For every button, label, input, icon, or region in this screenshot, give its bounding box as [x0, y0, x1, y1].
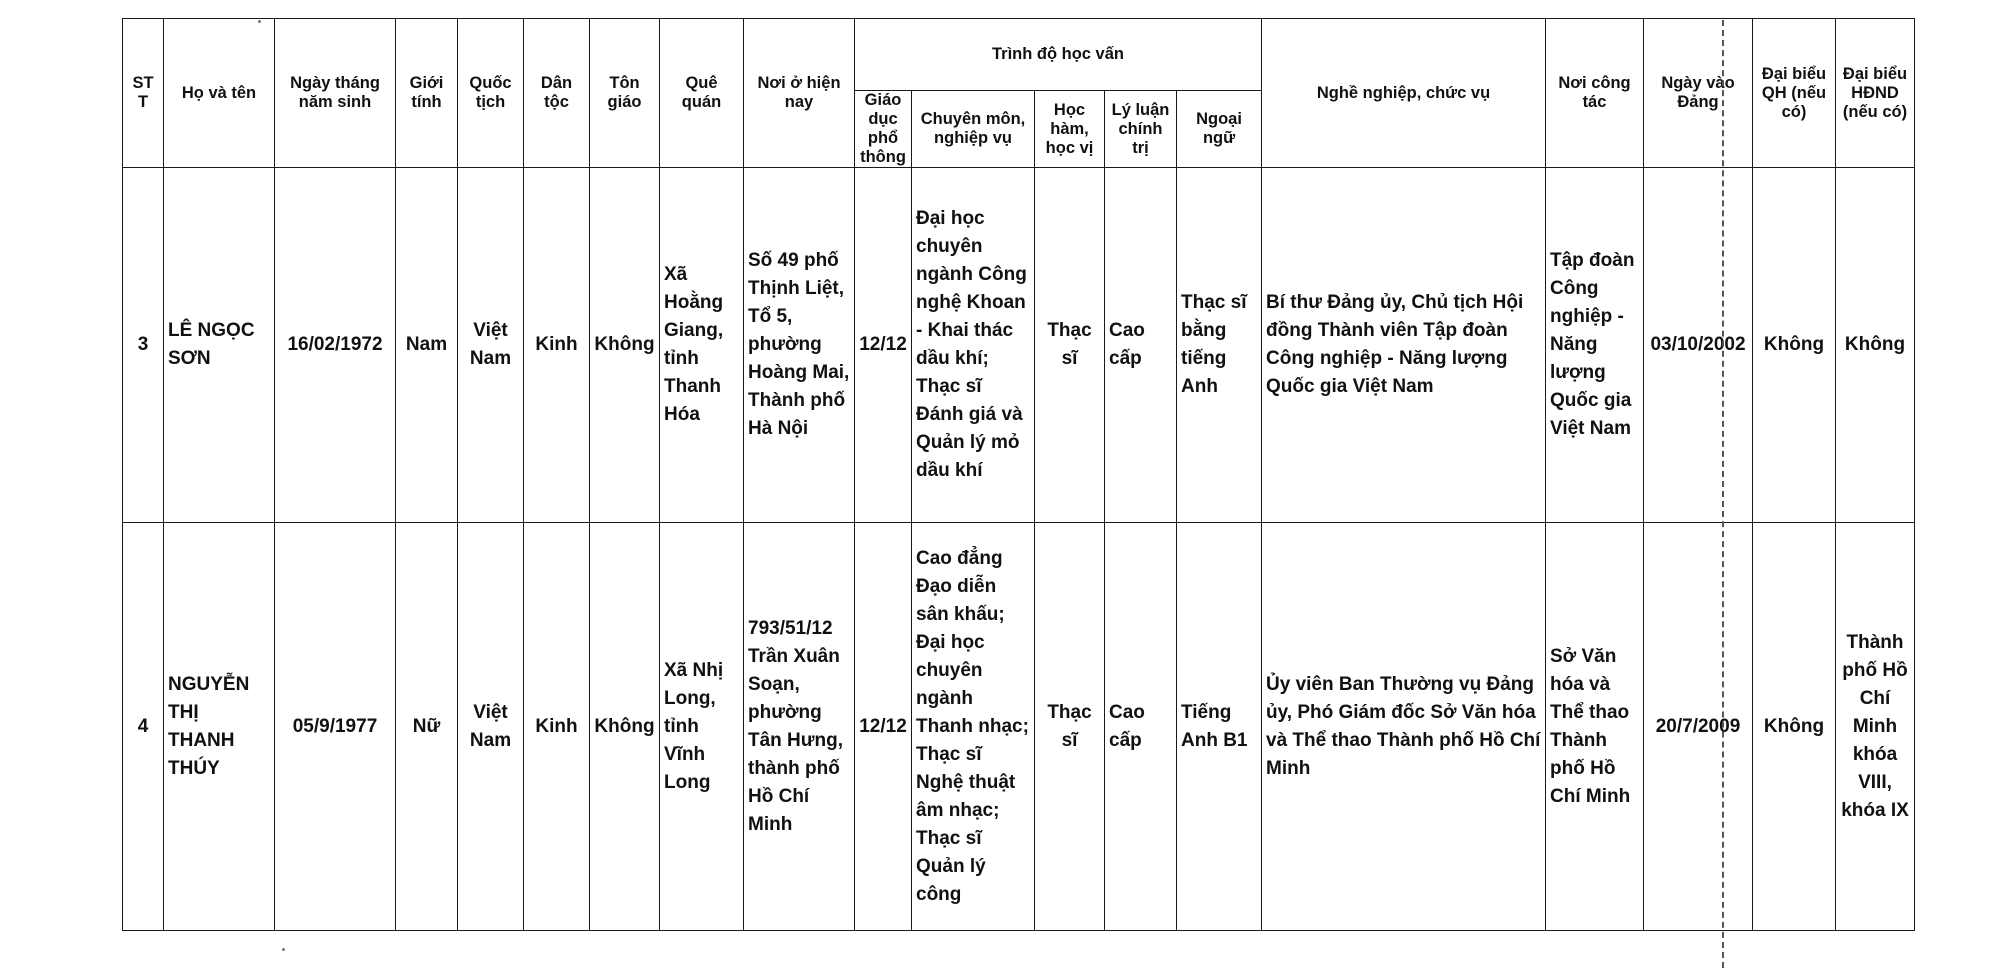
cell-residence: Số 49 phố Thịnh Liệt, Tổ 5, phường Hoàng Mai, Thành phố Hà Nội	[744, 168, 855, 523]
header-residence: Nơi ở hiện nay	[744, 19, 855, 168]
cell-hometown: Xã Nhị Long, tỉnh Vĩnh Long	[660, 523, 744, 931]
cell-political-theory: Cao cấp	[1105, 168, 1177, 523]
scan-fold-line	[1722, 20, 1724, 968]
cell-na-delegate: Không	[1753, 523, 1836, 931]
cell-gender: Nữ	[396, 523, 458, 931]
table-row	[123, 523, 1915, 931]
cell-council-delegate: Thành phố Hồ Chí Minh khóa VIII, khóa IX	[1836, 523, 1915, 931]
scan-speck	[282, 948, 285, 951]
cell-dob: 16/02/1972	[275, 168, 396, 523]
cell-foreign-language: Tiếng Anh B1	[1177, 523, 1262, 931]
cell-ethnicity: Kinh	[524, 523, 590, 931]
header-council-delegate: Đại biểu HĐND (nếu có)	[1836, 19, 1915, 168]
header-dob: Ngày tháng năm sinh	[275, 19, 396, 168]
header-workplace: Nơi công tác	[1546, 19, 1644, 168]
header-stt: ST T	[123, 19, 164, 168]
header-na-delegate: Đại biểu QH (nếu có)	[1753, 19, 1836, 168]
cell-religion: Không	[590, 523, 660, 931]
cell-party-date: 20/7/2009	[1644, 523, 1753, 931]
cell-stt: 3	[123, 168, 164, 523]
cell-dob: 05/9/1977	[275, 523, 396, 931]
candidate-table-wrapper	[122, 18, 1914, 931]
header-degree: Học hàm, học vị	[1035, 91, 1105, 168]
cell-occupation: Ủy viên Ban Thường vụ Đảng ủy, Phó Giám đốc Sở Văn hóa và Thể thao Thành phố Hồ Chí Minh	[1262, 523, 1546, 931]
header-gender: Giới tính	[396, 19, 458, 168]
cell-foreign-language: Thạc sĩ bằng tiếng Anh	[1177, 168, 1262, 523]
cell-nationality: Việt Nam	[458, 523, 524, 931]
header-name: Họ và tên	[164, 19, 275, 168]
cell-gender: Nam	[396, 168, 458, 523]
scan-speck	[258, 20, 261, 23]
cell-na-delegate: Không	[1753, 168, 1836, 523]
cell-party-date: 03/10/2002	[1644, 168, 1753, 523]
header-occupation: Nghề nghiệp, chức vụ	[1262, 19, 1546, 168]
cell-nationality: Việt Nam	[458, 168, 524, 523]
header-hometown: Quê quán	[660, 19, 744, 168]
header-ethnicity: Dân tộc	[524, 19, 590, 168]
cell-name: LÊ NGỌC SƠN	[164, 168, 275, 523]
header-specialization: Chuyên môn, nghiệp vụ	[912, 91, 1035, 168]
cell-ethnicity: Kinh	[524, 168, 590, 523]
cell-religion: Không	[590, 168, 660, 523]
cell-residence: 793/51/12 Trần Xuân Soạn, phường Tân Hưng, thành phố Hồ Chí Minh	[744, 523, 855, 931]
cell-political-theory: Cao cấp	[1105, 523, 1177, 931]
cell-stt: 4	[123, 523, 164, 931]
cell-occupation: Bí thư Đảng ủy, Chủ tịch Hội đồng Thành viên Tập đoàn Công nghiệp - Năng lượng Quốc gia Việt Nam	[1262, 168, 1546, 523]
cell-specialization: Cao đẳng Đạo diễn sân khấu; Đại học chuyên ngành Thanh nhạc; Thạc sĩ Nghệ thuật âm nhạc; Thạc sĩ Quản lý công	[912, 523, 1035, 931]
cell-workplace: Sở Văn hóa và Thể thao Thành phố Hồ Chí Minh	[1546, 523, 1644, 931]
cell-name: NGUYỄN THỊ THANH THÚY	[164, 523, 275, 931]
header-party-date: Ngày vào Đảng	[1644, 19, 1753, 168]
cell-hometown: Xã Hoằng Giang, tỉnh Thanh Hóa	[660, 168, 744, 523]
cell-degree: Thạc sĩ	[1035, 168, 1105, 523]
candidate-table	[122, 18, 1915, 931]
header-political-theory: Lý luận chính trị	[1105, 91, 1177, 168]
cell-workplace: Tập đoàn Công nghiệp - Năng lượng Quốc gia Việt Nam	[1546, 168, 1644, 523]
header-education-group: Trình độ học vấn	[855, 19, 1262, 91]
header-foreign-language: Ngoại ngữ	[1177, 91, 1262, 168]
cell-degree: Thạc sĩ	[1035, 523, 1105, 931]
cell-general-edu: 12/12	[855, 523, 912, 931]
cell-specialization: Đại học chuyên ngành Công nghệ Khoan - Khai thác dầu khí; Thạc sĩ Đánh giá và Quản lý mỏ dầu khí	[912, 168, 1035, 523]
header-row-top	[123, 19, 1915, 91]
header-general-edu: Giáo dục phổ thông	[855, 91, 912, 168]
header-religion: Tôn giáo	[590, 19, 660, 168]
table-row	[123, 168, 1915, 523]
header-nationality: Quốc tịch	[458, 19, 524, 168]
cell-council-delegate: Không	[1836, 168, 1915, 523]
cell-general-edu: 12/12	[855, 168, 912, 523]
